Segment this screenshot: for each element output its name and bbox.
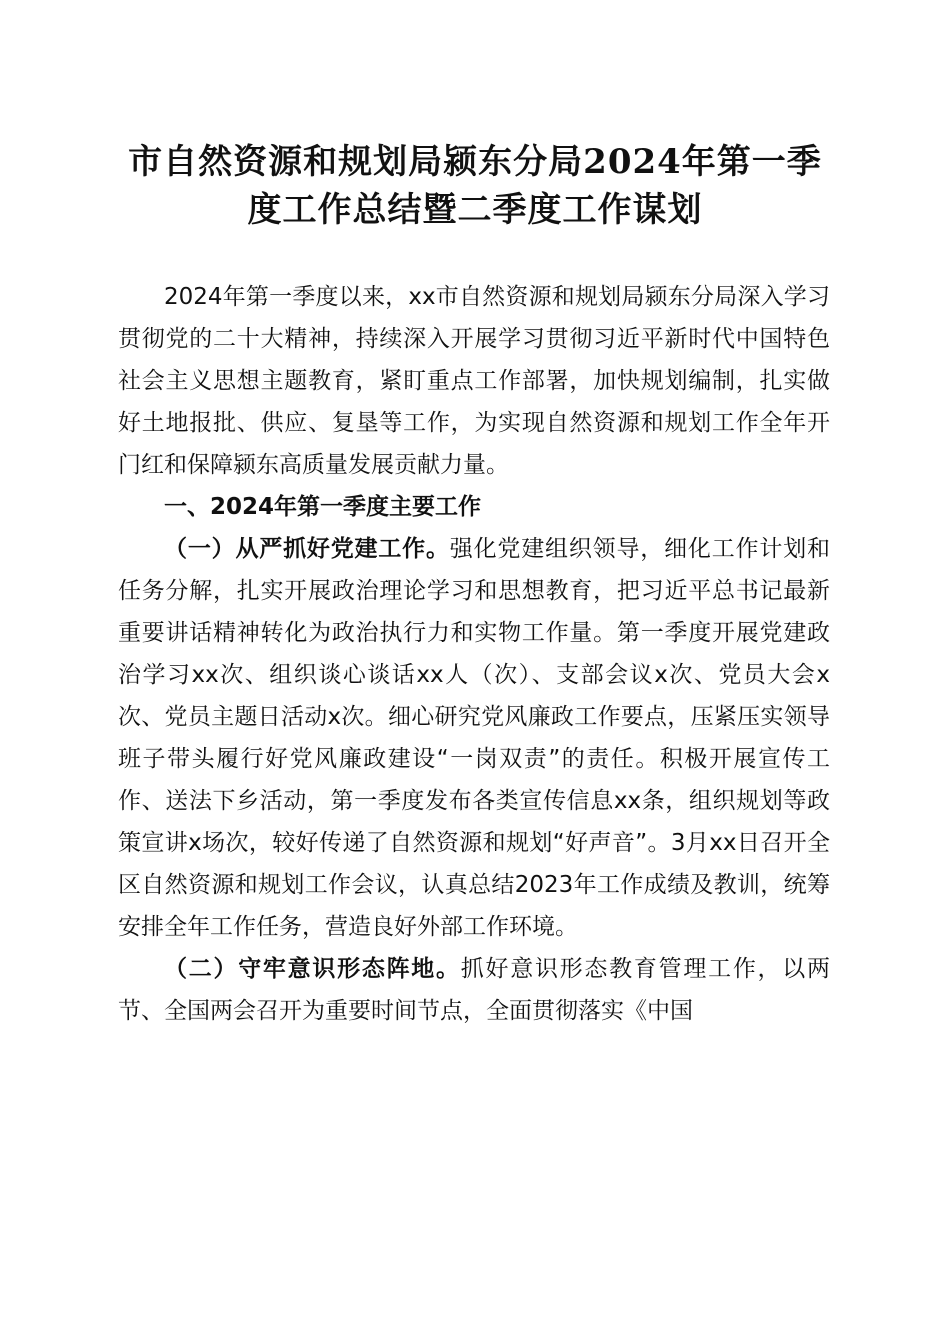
document-title: [100, 138, 850, 234]
item-body-1: 强化党建组织领导，细化工作计划和任务分解，扎实开展政治理论学习和思想教育，把习近平总书记最新重要讲话精神转化为政治执行力和实物工作量。第一季度开展党建政治学习xx次、组织谈心谈话xx人（次）、支部会议x次、党员大会x次、党员主题日活动x次。细心研究党风廉政工作要点，压紧压实领导班子带头履行好党风廉政建设“一岗双责”的责任。积极开展宣传工作、送法下乡活动，第一季度发布各类宣传信息xx条，组织规划等政策宣讲x场次，较好传递了自然资源和规划“好声音”。3月xx日召开全区自然资源和规划工作会议，认真总结2023年工作成绩及教训，统筹安排全年工作任务，营造良好外部工作环境。: [118, 536, 831, 940]
item-heading-2: （二）守牢意识形态阵地。: [164, 956, 461, 982]
section-heading-1: 一、2024年第一季度主要工作: [164, 494, 482, 520]
item-paragraph-2: [118, 948, 830, 1032]
item-heading-1: （一）从严抓好党建工作。: [164, 536, 450, 562]
item-body-2: 抓好意识形态教育管理工作，以两节、全国两会召开为重要时间节点，全面贯彻落实《中国: [118, 956, 831, 1024]
item-paragraph-1: [118, 528, 830, 948]
document-body: [118, 276, 830, 1032]
title-line-1: 市自然资源和规划局颍东分局2024年第一季: [128, 142, 822, 182]
intro-paragraph: 2024年第一季度以来，xx市自然资源和规划局颍东分局深入学习贯彻党的二十大精神，持续深入开展学习贯彻习近平新时代中国特色社会主义思想主题教育，紧盯重点工作部署，加快规划编制，扎实做好土地报批、供应、复垦等工作，为实现自然资源和规划工作全年开门红和保障颍东高质量发展贡献力量。: [118, 284, 830, 478]
title-line-2: 度工作总结暨二季度工作谋划: [247, 190, 703, 230]
